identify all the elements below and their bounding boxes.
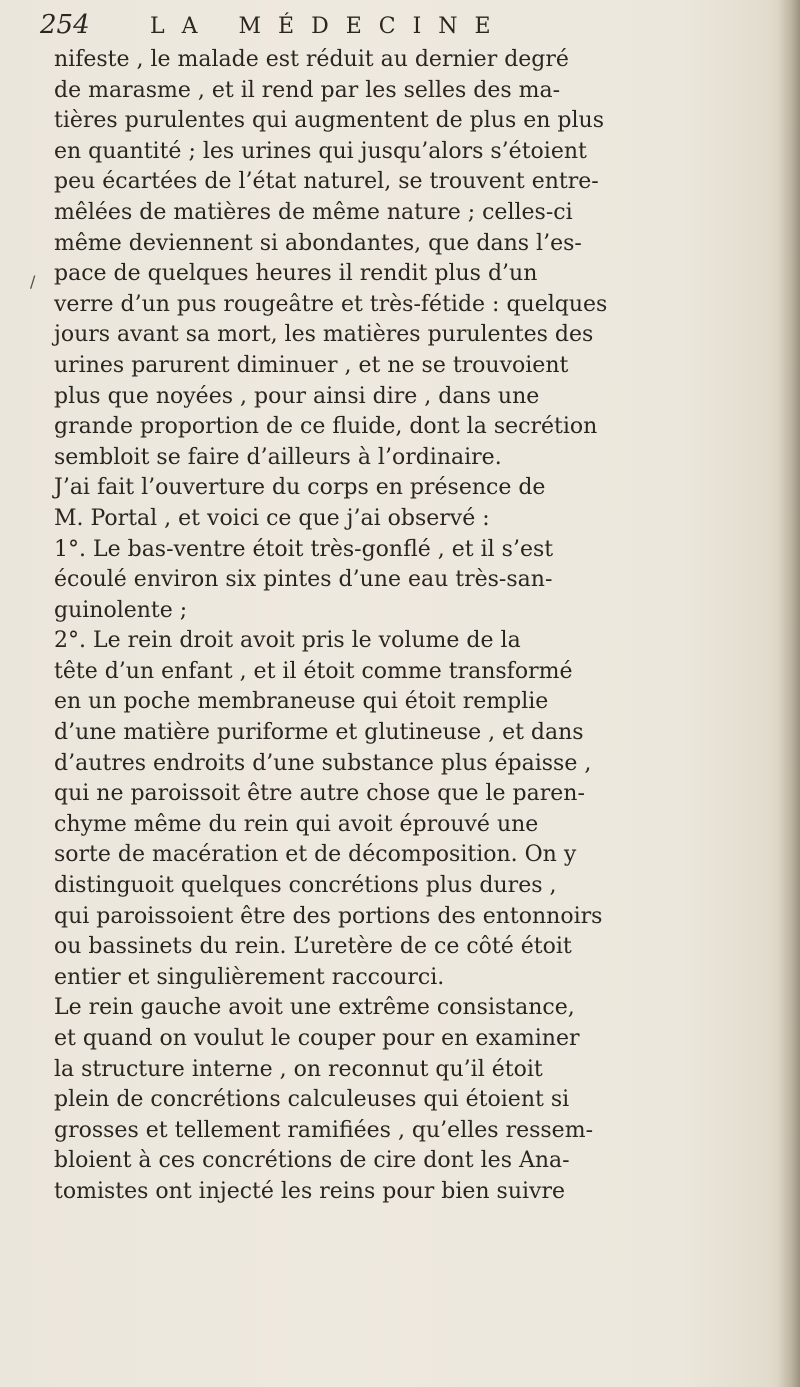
text-line: jours avant sa mort, les matières purulentes des — [54, 322, 594, 348]
page-header — [40, 4, 600, 44]
text-line: grosses et tellement ramifiées , qu’elles ressem- — [54, 1117, 593, 1143]
text-line: J’ai fait l’ouverture du corps en présence de — [54, 475, 546, 501]
text-line: sorte de macération et de décomposition. On y — [54, 842, 577, 868]
text-line: urines parurent diminuer , et ne se trouvoient — [54, 352, 569, 378]
text-line: ou bassinets du rein. L’uretère de ce côté étoit — [54, 934, 572, 960]
text-line: pace de quelques heures il rendit plus d’un — [54, 261, 538, 287]
text-line: entier et singulièrement raccourci. — [54, 964, 445, 990]
text-line: tomistes ont injecté les reins pour bien suivre — [54, 1178, 566, 1204]
text-line: bloient à ces concrétions de cire dont les Ana- — [54, 1148, 570, 1174]
text-line: 1°. Le bas-ventre étoit très-gonflé , et il s’est — [54, 536, 554, 562]
text-line: la structure interne , on reconnut qu’il étoit — [54, 1056, 543, 1082]
text-line: tête d’un enfant , et il étoit comme transformé — [54, 658, 573, 684]
text-line: verre d’un pus rougeâtre et très-fétide : quelques — [54, 291, 608, 317]
text-line: qui ne paroissoit être autre chose que le paren- — [54, 781, 585, 807]
running-head: LA MÉDECINE — [150, 14, 508, 39]
text-line: sembloit se faire d’ailleurs à l’ordinaire. — [54, 444, 502, 470]
text-line: chyme même du rein qui avoit éprouvé une — [54, 811, 539, 837]
text-line: nifeste , le malade est réduit au dernier degré — [54, 47, 569, 72]
text-line: d’autres endroits d’une substance plus épaisse , — [54, 750, 592, 776]
text-line: peu écartées de l’état naturel, se trouvent entre- — [54, 169, 599, 195]
text-line: mêlées de matières de même nature ; celles-ci — [54, 199, 573, 225]
text-line: d’une matière puriforme et glutineuse , et dans — [54, 720, 584, 746]
text-line: distinguoit quelques concrétions plus dures , — [54, 873, 557, 899]
text-line: de marasme , et il rend par les selles des ma- — [54, 77, 561, 103]
page-edge-shadow — [778, 0, 800, 1387]
text-line: tières purulentes qui augmentent de plus en plus — [54, 108, 605, 134]
text-line: grande proportion de ce fluide, dont la secrétion — [54, 414, 598, 440]
text-line: Le rein gauche avoit une extrême consistance, — [54, 995, 575, 1021]
text-line: guinolente ; — [54, 597, 188, 623]
text-line: en un poche membraneuse qui étoit remplie — [54, 689, 549, 715]
text-line: M. Portal , et voici ce que j’ai observé : — [54, 505, 490, 531]
page-number: 254 — [40, 10, 90, 40]
body-text — [54, 45, 770, 1208]
text-line: qui paroissoient être des portions des entonnoirs — [54, 903, 603, 929]
text-line: plus que noyées , pour ainsi dire , dans une — [54, 383, 540, 409]
text-line: écoulé environ six pintes d’une eau très-san- — [54, 567, 553, 593]
text-line: en quantité ; les urines qui jusqu’alors s’étoient — [54, 138, 587, 164]
margin-mark: / — [30, 272, 36, 291]
text-line: 2°. Le rein droit avoit pris le volume de la — [54, 628, 521, 654]
text-line: plein de concrétions calculeuses qui étoient si — [54, 1087, 570, 1113]
text-line: et quand on voulut le couper pour en examiner — [54, 1026, 580, 1051]
text-line: même deviennent si abondantes, que dans l’es- — [54, 230, 582, 256]
